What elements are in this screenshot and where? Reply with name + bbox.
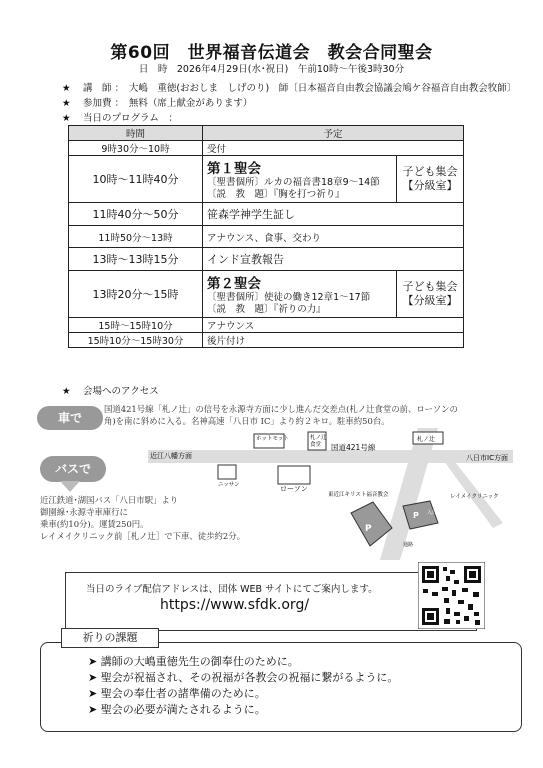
lecturer-value: ： 大嶋 重徳(おおしま しげのり) 師〔日本福音自由教会協議会鳩ケ谷福音自由教会牧師〕	[114, 83, 517, 94]
row-plan: 後片付け	[203, 333, 464, 348]
star-bullet-icon: ★	[62, 386, 71, 397]
shokudo-label-1: 札ノ辻	[310, 435, 327, 441]
bus-directions-line: レイメイクリニック前［札ノ辻］で下車、徒歩約2分。	[40, 531, 245, 541]
car-directions	[104, 403, 458, 427]
prayer-item-text: 聖会が祝福され、その祝福が各教会の祝福に繋がるように。	[100, 671, 399, 684]
church-parking-label: P	[413, 511, 419, 520]
left-direction-label: 近江八幡方面	[150, 452, 192, 460]
row-plan: インド宣教報告	[203, 248, 464, 271]
live-url[interactable]: https://www.sfdk.org/	[160, 597, 310, 613]
prayer-item	[88, 686, 398, 702]
lecturer-label: 講 師	[83, 83, 112, 94]
car-label: 車で	[37, 406, 103, 430]
car-directions-line: 国道421号線「札ノ辻」の信号を永源寺方面に少し進んだ交差点(札ノ辻食堂の前、ローソンの	[104, 404, 458, 414]
kids-label: 子ども集会	[402, 280, 458, 293]
header-plan: 予定	[203, 126, 464, 141]
shokudo-label-2: 食堂	[310, 442, 322, 448]
row-time: 11時50分～13時	[69, 226, 203, 248]
session-1-cell	[203, 156, 397, 203]
kids-room: 【分級室】	[402, 294, 458, 307]
session-2-sermon: 〔説 教 題〕『祈りの力』	[207, 304, 326, 315]
kids-cell	[397, 156, 464, 203]
prayer-item	[88, 702, 398, 718]
row-time: 15時10分～15時30分	[69, 333, 203, 348]
session-1-title: 第１聖会	[207, 161, 261, 177]
live-stream-box	[65, 572, 477, 631]
nissan-box	[218, 465, 236, 479]
star-bullet-icon: ★	[62, 98, 71, 109]
program-heading-row	[62, 110, 178, 124]
side-road	[380, 428, 438, 560]
kids-label: 子ども集会	[402, 165, 458, 178]
table-row	[69, 333, 464, 348]
bus-directions-line: 御園線･永源寺車庫行に	[40, 507, 128, 517]
diagonal-road	[438, 453, 503, 528]
nissan-label: ニッサン	[218, 482, 240, 488]
arrow-bullet-icon: ➤	[88, 671, 101, 684]
row-plan: アナウンス、食事、交わり	[203, 226, 464, 248]
bus-directions-line: 乗車(約10分)。運賃250円。	[40, 519, 149, 529]
prayer-item-text: 講師の大嶋重徳先生の御奉仕のために。	[100, 655, 299, 668]
star-bullet-icon: ★	[62, 113, 71, 124]
lecturer-row	[62, 80, 516, 94]
path-label: 通路	[403, 542, 414, 548]
table-row-session-1	[69, 156, 464, 203]
live-text: 当日のライブ配信アドレスは、団体 WEB サイトにてご案内します。	[86, 584, 378, 595]
arrow-bullet-icon: ➤	[88, 655, 101, 668]
right-direction-label: 八日市IC方面	[466, 454, 508, 462]
page-title: 第60回 世界福音伝道会 教会合同聖会	[110, 43, 433, 63]
date-line: 日 時 2026年4月29日(水･祝日) 午前10時～午後3時30分	[138, 64, 405, 75]
row-time: 13時～13時15分	[69, 248, 203, 271]
prayer-list	[88, 654, 398, 718]
fee-row	[62, 95, 252, 109]
row-time: 15時～15時10分	[69, 318, 203, 333]
entrance-label: 入口	[427, 510, 438, 516]
kids-cell	[397, 271, 464, 318]
row-time: 9時30分～10時	[69, 141, 203, 156]
parking-label: P	[365, 524, 372, 534]
church-label: 東近江キリスト福音教会	[328, 492, 389, 498]
bus-label: バスで	[40, 456, 106, 482]
row-plan: アナウンス	[203, 318, 464, 333]
prayer-item	[88, 670, 398, 686]
session-1-scripture: 〔聖書個所〕ルカの福音書18章9～14節	[207, 177, 380, 188]
fudanotsuji-label: 札ノ辻	[417, 436, 436, 443]
lawson-box	[278, 466, 310, 484]
session-2-scripture: 〔聖書個所〕使徒の働き12章1～17節	[207, 292, 371, 303]
arrow-bullet-icon: ➤	[88, 687, 101, 700]
header-time: 時間	[69, 126, 203, 141]
fee-label: 参加費	[83, 98, 112, 109]
clinic-label: レイメイクリニック	[450, 494, 499, 500]
arrow-bullet-icon: ➤	[88, 703, 101, 716]
prayer-item	[88, 654, 398, 670]
fee-value: ： 無料（席上献金があります）	[114, 98, 253, 109]
table-row	[69, 203, 464, 226]
prayer-item-text: 聖会の必要が満たされるように。	[100, 703, 266, 716]
access-map	[148, 428, 513, 560]
car-directions-line: 角)を南に斜めに入る。名神高速「八日市 IC」より約２キロ。駐車約50台。	[104, 416, 390, 426]
table-row	[69, 226, 464, 248]
row-time: 10時～11時40分	[69, 156, 203, 203]
row-plan: 受付	[203, 141, 464, 156]
bus-directions-line: 近江鉄道･湖国バス「八日市駅」より	[40, 495, 179, 505]
access-heading: 会場へのアクセス	[83, 386, 159, 397]
table-row-session-2	[69, 271, 464, 318]
row-time: 13時20分～15時	[69, 271, 203, 318]
row-plan: 笹森学神学生証し	[203, 203, 464, 226]
bus-arrow-icon	[58, 481, 82, 493]
prayer-label: 祈りの課題	[61, 628, 159, 648]
table-row	[69, 141, 464, 156]
row-time: 11時40分～50分	[69, 203, 203, 226]
lawson-label: ローソン	[280, 485, 308, 493]
session-1-sermon: 〔説 教 題〕『胸を打つ祈り』	[207, 189, 345, 200]
session-2-cell	[203, 271, 397, 318]
program-heading: 当日のプログラム ：	[83, 113, 178, 124]
star-bullet-icon: ★	[62, 83, 71, 94]
kids-room: 【分級室】	[402, 179, 458, 192]
table-row	[69, 248, 464, 271]
table-header-row	[69, 126, 464, 141]
hottomotto-label: ホットモット	[256, 436, 289, 442]
prayer-box	[40, 642, 522, 732]
table-row	[69, 318, 464, 333]
prayer-item-text: 聖会の奉仕者の諸準備のために。	[100, 687, 266, 700]
program-table	[68, 125, 464, 348]
qr-code-icon	[418, 562, 485, 629]
route-421-label: 国道421号線	[331, 443, 376, 452]
access-heading-row	[62, 383, 159, 397]
session-2-title: 第２聖会	[207, 276, 261, 292]
